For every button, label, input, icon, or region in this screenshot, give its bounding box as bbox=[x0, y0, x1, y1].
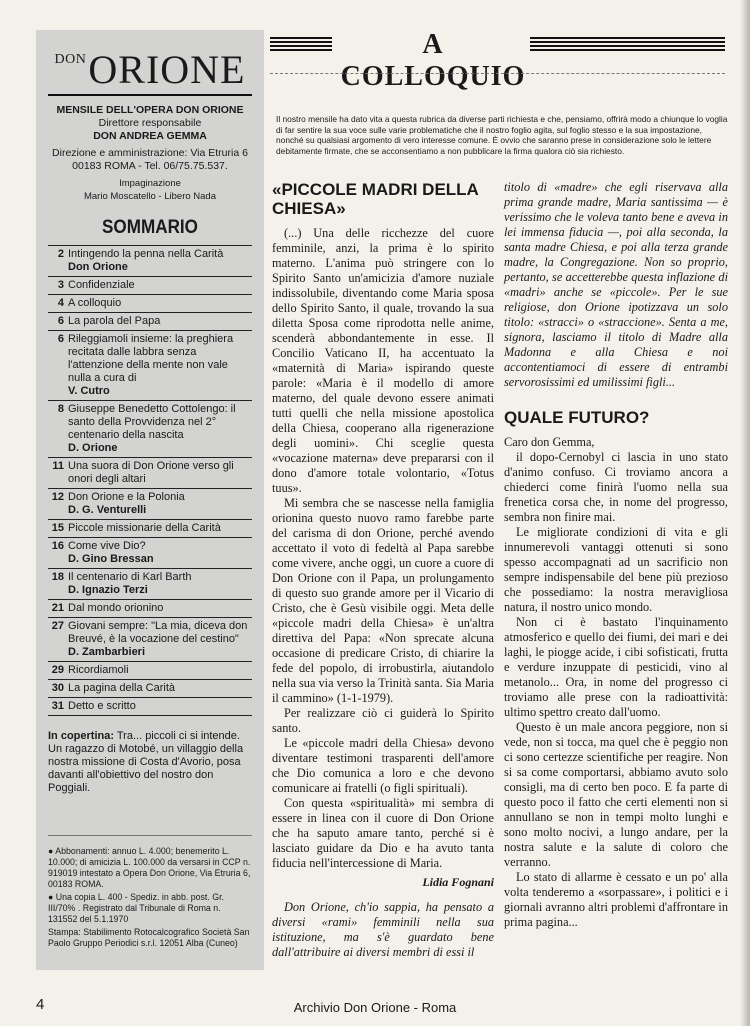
column-right bbox=[504, 180, 728, 930]
toc-entry bbox=[48, 245, 252, 276]
toc-entry bbox=[48, 312, 252, 330]
toc-entry-body bbox=[68, 403, 252, 455]
toc-entry bbox=[48, 488, 252, 519]
toc-author: D. Orione bbox=[68, 442, 118, 454]
cover-label: In copertina: bbox=[48, 730, 115, 742]
toc-entry-body bbox=[68, 248, 252, 274]
masthead-line: Impaginazione bbox=[119, 178, 181, 189]
toc-page-number: 15 bbox=[51, 522, 64, 534]
toc-entry-body bbox=[68, 571, 252, 597]
masthead-line: Direzione e amministrazione: Via Etruria 6 bbox=[52, 147, 248, 159]
column-left bbox=[272, 180, 494, 960]
toc-author: D. Zambarbieri bbox=[68, 646, 146, 658]
signature: Lidia Fognani bbox=[422, 875, 494, 889]
logo-orione: ORIONE bbox=[88, 47, 246, 92]
paragraph: Con questa «spiritualità» mi sembra di essere in linea con il cuore di Don Orione che ha saputo amare tanto, perché si è lasciato guidare da Dio e ha avuto tanta fiducia nell'intercessione di Maria. bbox=[272, 796, 494, 870]
toc-page-number: 18 bbox=[51, 571, 64, 583]
banner-rule-right bbox=[530, 37, 725, 53]
reply-text bbox=[272, 900, 494, 960]
paragraph: Non ci è bastato l'inquinamento atmosferico e quello dei fiumi, dei mari e dei laghi, le piogge acide, i cibi sofisticati, frutta e verdure inzuppate di pesticidi, vino al metanolo... Ora, in nome del progresso ci troviamo alle prese con la radioattività: ultimo spettro creato dall'uomo. bbox=[504, 615, 728, 719]
toc-entry-body bbox=[68, 297, 252, 310]
toc-entry-body bbox=[68, 315, 252, 328]
toc-title: Giovani sempre: "La mia, diceva don Breuvé, è la vocazione del cestino" bbox=[68, 620, 248, 645]
toc-title: Detto e scritto bbox=[68, 700, 136, 712]
toc-page-number: 31 bbox=[51, 700, 64, 712]
toc-entry-body bbox=[68, 279, 252, 292]
toc-author: V. Cutro bbox=[68, 385, 110, 397]
toc-entry-body bbox=[68, 700, 252, 713]
toc-entry-body bbox=[68, 491, 252, 517]
toc-entry-body bbox=[68, 664, 252, 677]
masthead-line: 00183 ROMA - Tel. 06/75.75.537. bbox=[72, 160, 228, 172]
subscription-line: ● Abbonamenti: annuo L. 4.000; benemerito L. 10.000; di amicizia L. 100.000 da versarsi in CCP n. 919019 intestato a Opera Don Orione, Via Etruria 6, 00183 ROMA. bbox=[48, 846, 251, 889]
paragraph: Le migliorate condizioni di vita e gli innumerevoli vantaggi ottenuti si sono spesso accompagnati ad un sacrificio non sempre indispensabile del bene più prezioso che possediamo: la nostra meravigliosa natura, il nostro unico mondo. bbox=[504, 525, 728, 614]
toc-title: Come vive Dio? bbox=[68, 540, 146, 552]
masthead bbox=[48, 104, 252, 203]
toc-entry bbox=[48, 400, 252, 457]
toc-author: D. Gino Bressan bbox=[68, 553, 154, 565]
banner-title: A COLLOQUIO bbox=[340, 29, 526, 92]
sidebar bbox=[36, 30, 264, 970]
toc-entry bbox=[48, 697, 252, 716]
toc-page-number: 6 bbox=[57, 333, 64, 345]
masthead-line: DON ANDREA GEMMA bbox=[93, 130, 207, 142]
toc-title: Il centenario di Karl Barth bbox=[68, 571, 192, 583]
toc-page-number: 30 bbox=[51, 682, 64, 694]
table-of-contents bbox=[48, 245, 252, 716]
paragraph: Lo stato di allarme è cessato e un po' alla volta tenderemo a «sorpassare», i politici e i giornali avranno altri problemi d'affrontare in prima pagina... bbox=[504, 870, 728, 929]
subscription-info bbox=[48, 835, 252, 949]
page-edge-shadow bbox=[740, 0, 750, 1026]
toc-title: La pagina della Carità bbox=[68, 682, 176, 694]
intro-text: Il nostro mensile ha dato vita a questa rubrica da diverse parti richiesta e che, pensiamo, offrirà modo a chiunque lo voglia di far sentire la sua voce sulle varie problematiche che il nostro foglio agita, sul foglio stesso e la sua impostazione, nonché su qualsiasi argomento di vero interesse comune. È ovvio che saranno prese in considerazione solo le lettere debitamente firmate, che se acconsentiamo a non pubblicare la firma qualora ciò sia richiesto. bbox=[276, 114, 728, 156]
toc-title: Piccole missionarie della Carità bbox=[68, 522, 221, 534]
toc-title: Giuseppe Benedetto Cottolengo: il santo della Provvidenza nel 2° centenario della nascita bbox=[68, 403, 236, 441]
toc-page-number: 6 bbox=[57, 315, 64, 327]
toc-title: Ricordiamoli bbox=[68, 664, 129, 676]
logo-don: DON bbox=[54, 52, 87, 67]
toc-title: Confidenziale bbox=[68, 279, 135, 291]
subscription-line: Stampa: Stabilimento Rotocalcografico Società San Paolo Gruppo Periodici s.r.l. 12051 Alba (Cuneo) bbox=[48, 927, 250, 948]
paragraph: titolo di «madre» che egli riservava alla prima grande madre, Maria santissima — è verissimo che le voleva tanto bene e aveva in lei immensa fiducia —, poi alla seconda, la santa madre Chiesa, e poi alla terza grande madre, la Congregazione. Non so proprio, pertanto, se accetterebbe questa inflazione di «madri» anche se «piccole». Per le sue religiose, don Orione ipotizzava un solo titolo: «stracci» o «straccione». Senta a me, signora, lasciamo il titolo di Madre alla Madonna e alla Chiesa e noi accontentiamoci di essere di entrambi servorosissimi ed umilissimi figli... bbox=[504, 180, 728, 389]
toc-author: D. G. Venturelli bbox=[68, 504, 147, 516]
toc-entry bbox=[48, 276, 252, 294]
toc-entry bbox=[48, 617, 252, 661]
article-body bbox=[272, 226, 494, 871]
toc-title: Rileggiamoli insieme: la preghiera recitata dalle labbra senza l'attenzione della mente non vale nulla a cura di bbox=[68, 333, 234, 384]
toc-entry-body bbox=[68, 602, 252, 615]
toc-title: La parola del Papa bbox=[68, 315, 161, 327]
toc-page-number: 21 bbox=[51, 602, 64, 614]
paragraph: (...) Una delle ricchezze del cuore femminile, anzi, la prima è lo spirito materno. L'anima può stringere con lo Spirito Santo un'amicizia d'amore nuziale indissolubile, diventando come Maria sposa dello Spirito Santo, il quale, trovando la sua diletta Sposa come riprodotta nelle anime, scenderà abbondantemente in esse. Il Concilio Vaticano II, ha accentuato la «maternità di Maria» ispirando queste parole: «Maria è il modello di amore materno, del quale devono essere animati tutti quelli che nella missione apostolica della Chiesa, cooperano alla rigenerazione degli uomini». Chi sceglie questa «vocazione materna» deve prepararsi con il dono d'amore totale volontario, «Totus tuus». bbox=[272, 226, 494, 495]
toc-entry-body bbox=[68, 620, 252, 659]
archive-footer: Archivio Don Orione - Roma bbox=[293, 1000, 457, 1015]
toc-title: Dal mondo orionino bbox=[68, 602, 164, 614]
page-number: 4 bbox=[36, 996, 45, 1013]
toc-entry bbox=[48, 679, 252, 697]
toc-entry bbox=[48, 661, 252, 679]
toc-entry bbox=[48, 330, 252, 400]
cover-text: Tra... piccoli ci si intende. Un ragazzo di Motobé, un villaggio della nostra missione di Costa d'Avorio, posa davanti all'obiettivo del nostro don Poggiali. bbox=[48, 730, 244, 794]
toc-entry bbox=[48, 294, 252, 312]
toc-page-number: 2 bbox=[57, 248, 64, 260]
toc-page-number: 27 bbox=[51, 620, 64, 632]
section-banner bbox=[270, 29, 725, 92]
toc-title: Don Orione e la Polonia bbox=[68, 491, 185, 503]
toc-page-number: 12 bbox=[51, 491, 64, 503]
sommario-title: SOMMARIO bbox=[102, 217, 198, 238]
paragraph: Mi sembra che se nascesse nella famiglia orionina questo nuovo ramo farebbe parte del carisma di don Orione, perché avendo accettato il voto di fedeltà al Papa sarebbe come vivere, anche oggi, un cuore a cuore di Don Orione con il Papa, un prolungamento di questo suo grande amore per il Vicario di Cristo, che è Gesù visibile oggi. Meta delle «piccole madri della Chiesa» è un'altra direttiva del Papa: «Non sprecate alcuna occasione di predicare Cristo, di chiarire la fede del popolo, di irrobustirla, aiutandolo nella sua via verso la Trinità santa. Sia Maria il cammino» (1-1-1979). bbox=[272, 496, 494, 705]
toc-entry bbox=[48, 519, 252, 537]
toc-entry-body bbox=[68, 682, 252, 695]
subscription-line: ● Una copia L. 400 - Spediz. in abb. post. Gr. III/70% . Registrato dal Tribunale di Roma n. 131552 del 5.1.1970 bbox=[48, 892, 224, 924]
article-body bbox=[504, 435, 728, 930]
paragraph: il dopo-Cernobyl ci lascia in uno stato d'animo confuso. Ci troviamo ancora a chiederci come finirà l'uomo nella sua frenetica corsa che, in nome del progresso, sembra non finire mai. bbox=[504, 450, 728, 524]
divider bbox=[270, 73, 725, 74]
masthead-line: Direttore responsabile bbox=[98, 117, 202, 129]
paragraph: Don Orione, ch'io sappia, ha pensato a diversi «rami» femminili nella sua istituzione, ma s'è guardato bene dall'attribuire ai diversi membri di essi il bbox=[272, 900, 494, 959]
toc-entry-body bbox=[68, 460, 252, 486]
toc-title: Intingendo la penna nella Carità bbox=[68, 248, 224, 260]
toc-author: Don Orione bbox=[68, 261, 128, 273]
magazine-logo bbox=[48, 36, 252, 96]
toc-entry bbox=[48, 537, 252, 568]
toc-title: Una suora di Don Orione verso gli onori degli altari bbox=[68, 460, 234, 485]
paragraph: Le «piccole madri della Chiesa» devono diventare testimoni trasparenti dell'amore che Dio comunica a loro e che devono comunicare ai fratelli (o figli spirituali). bbox=[272, 736, 494, 795]
toc-author: D. Ignazio Terzi bbox=[68, 584, 148, 596]
masthead-line: Mario Moscatello - Libero Nada bbox=[83, 191, 216, 202]
toc-entry bbox=[48, 457, 252, 488]
toc-page-number: 11 bbox=[52, 460, 64, 472]
toc-entry-body bbox=[68, 540, 252, 566]
masthead-line: MENSILE DELL'OPERA DON ORIONE bbox=[56, 104, 244, 116]
toc-entry bbox=[48, 599, 252, 617]
toc-page-number: 29 bbox=[51, 664, 64, 676]
toc-page-number: 16 bbox=[51, 540, 64, 552]
toc-page-number: 3 bbox=[57, 279, 64, 291]
paragraph: Per realizzare ciò ci guiderà lo Spirito santo. bbox=[272, 706, 494, 735]
toc-page-number: 4 bbox=[57, 297, 64, 309]
toc-entry-body bbox=[68, 333, 252, 398]
toc-title: A colloquio bbox=[68, 297, 122, 309]
greeting: Caro don Gemma, bbox=[504, 435, 595, 449]
toc-page-number: 8 bbox=[57, 403, 64, 415]
banner-rule-left bbox=[270, 37, 332, 53]
toc-entry bbox=[48, 568, 252, 599]
cover-caption bbox=[48, 730, 252, 795]
toc-entry-body bbox=[68, 522, 252, 535]
article-title: «PICCOLE MADRI DELLA CHIESA» bbox=[272, 180, 479, 218]
article-title: QUALE FUTURO? bbox=[504, 408, 650, 427]
reply-continued bbox=[504, 180, 728, 390]
paragraph: Questo è un male ancora peggiore, non si vede, non si tocca, ma quel che è peggio non ci sono certezze scientifiche per reagire. Non si sa come comportarsi, abbiamo avuto solo consigli, ma di certo ben poco. E fa parte di questo poco il fatto che certi elementi non si annullano se non in tempi molto lunghi e sono molto nocivi, a lungo andare, per la nostra salute e la salute di coloro che verranno. bbox=[504, 720, 728, 869]
